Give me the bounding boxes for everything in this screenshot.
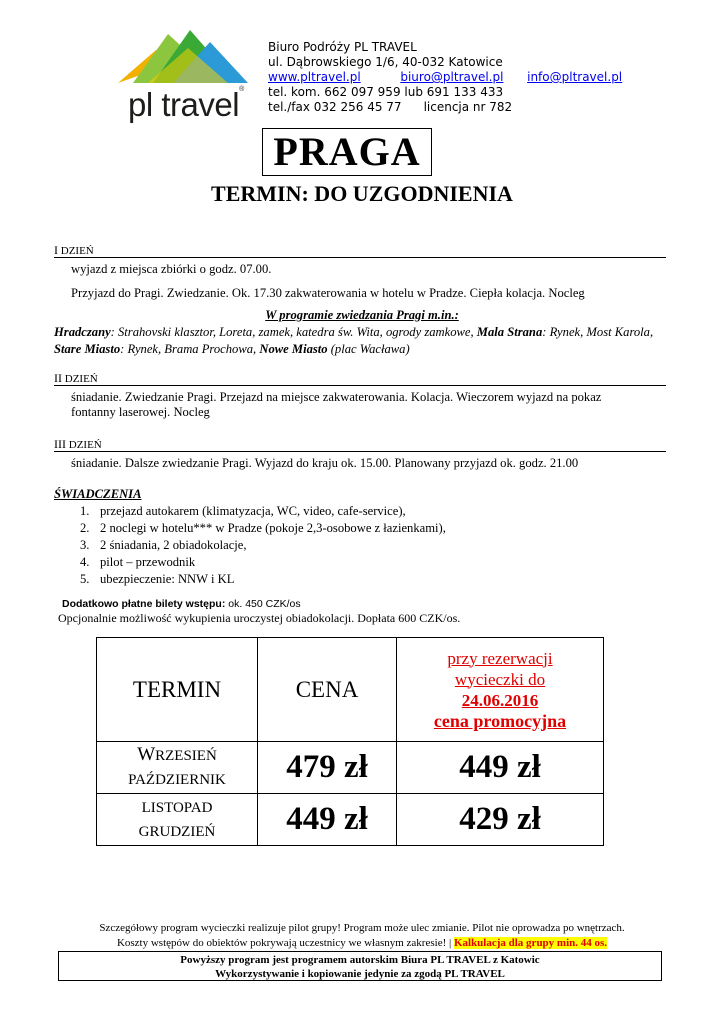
table-header-row [97, 638, 604, 742]
list-item: 4. pilot – przewodnik [80, 555, 196, 569]
footer-note-1: Szczegółowy program wycieczki realizuje pilot grupy! Program może ulec zmianie. Pilot nie oprowadza po wnętrzach. [99, 922, 625, 934]
list-item: 5. ubezpieczenie: NNW i KL [80, 572, 235, 586]
list-item: 1. przejazd autokarem (klimatyzacja, WC, video, cafe-service), [80, 504, 406, 518]
logo-wordmark: pl travel® [128, 86, 244, 123]
table-row [97, 742, 604, 794]
row-2-promo-price: 429 zł [397, 794, 604, 846]
company-info [268, 40, 622, 115]
company-links [268, 70, 622, 85]
company-logo [118, 28, 253, 123]
header-cena: CENA [258, 638, 397, 742]
list-item: 2. 2 noclegi w hotelu*** w Pradze (pokoje 2,3-osobowe z łazienkami), [80, 521, 446, 535]
row-1-months: WRZESIEŃ PAŹDZIERNIK [97, 742, 258, 794]
page-subtitle: TERMIN: DO UZGODNIENIA [211, 181, 513, 206]
day-3-line-1: śniadanie. Dalsze zwiedzanie Pragi. Wyjazd do kraju ok. 15.00. Planowany przyjazd ok. godz. 21.00 [71, 456, 579, 470]
program-title: W programie zwiedzania Pragi m.in.: [265, 308, 459, 322]
program-places: Hradczany: Strahovski klasztor, Loreta, zamek, katedra św. Wita, ogrody zamkowe, Mala Strana: Rynek, Most Karola, Stare Miasto: Rynek, Brama Prochowa, Nowe Miasto (plac Wacława) [54, 325, 654, 356]
day-1-divider [54, 257, 666, 258]
row-2-price: 449 zł [258, 794, 397, 846]
company-fax-license: tel./fax 032 256 45 77 licencja nr 782 [268, 100, 513, 114]
group-size-highlight: Kalkulacja dla grupy min. 44 os. [453, 937, 608, 949]
website-link[interactable]: www.pltravel.pl [268, 70, 361, 84]
day-2-line-2: fontanny laserowej. Nocleg [71, 405, 210, 419]
day-3-label: III DZIEŃ [54, 437, 102, 451]
row-2-months: LISTOPAD GRUDZIEŃ [97, 794, 258, 846]
company-name: Biuro Podróży PL TRAVEL [268, 40, 417, 54]
services-list [80, 503, 446, 588]
day-2-divider [54, 385, 666, 386]
day-2-label: II DZIEŃ [54, 371, 98, 385]
services-title: ŚWIADCZENIA [54, 487, 142, 501]
extra-optional: Opcjonalnie możliwość wykupienia uroczystej obiadokolacji. Dopłata 600 CZK/os. [58, 611, 461, 625]
day-2-line-1: śniadanie. Zwiedzanie Pragi. Przejazd na miejsce zakwaterowania. Kolacja. Wieczorem wyjazd na pokaz [71, 390, 602, 404]
list-item: 3. 2 śniadania, 2 obiadokolacje, [80, 538, 247, 552]
day-3-divider [54, 451, 666, 452]
company-address: ul. Dąbrowskiego 1/6, 40-032 Katowice [268, 55, 503, 69]
page-title: PRAGA [262, 128, 432, 176]
row-1-promo-price: 449 zł [397, 742, 604, 794]
footer-note-2: Koszty wstępów do obiektów pokrywają uczestnicy we własnym zakresie! | Kalkulacja dla grupy min. 44 os. [116, 937, 608, 949]
mountain-logo-icon [118, 28, 253, 88]
day-1-line-1: wyjazd z miejsca zbiórki o godz. 07.00. [71, 262, 272, 276]
day-1-line-2: Przyjazd do Pragi. Zwiedzanie. Ok. 17.30 zakwaterowania w hotelu w Pradze. Ciepła kolacja. Nocleg [71, 286, 585, 300]
table-row [97, 794, 604, 846]
extra-tickets: Dodatkowo płatne bilety wstępu: ok. 450 CZK/os [62, 598, 301, 610]
day-1-label: I DZIEŃ [54, 243, 94, 257]
copyright-box: Powyższy program jest programem autorskim Biura PL TRAVEL z Katowic Wykorzystywanie i kopiowanie jedynie za zgodą PL TRAVEL [58, 951, 662, 981]
row-1-price: 479 zł [258, 742, 397, 794]
header-termin: TERMIN [97, 638, 258, 742]
header-promo: przy rezerwacji wycieczki do 24.06.2016 cena promocyjna [397, 638, 604, 742]
email-info-link[interactable]: info@pltravel.pl [527, 70, 623, 84]
price-table [96, 637, 604, 846]
company-phone: tel. kom. 662 097 959 lub 691 133 433 [268, 85, 504, 99]
email-biuro-link[interactable]: biuro@pltravel.pl [400, 70, 504, 84]
